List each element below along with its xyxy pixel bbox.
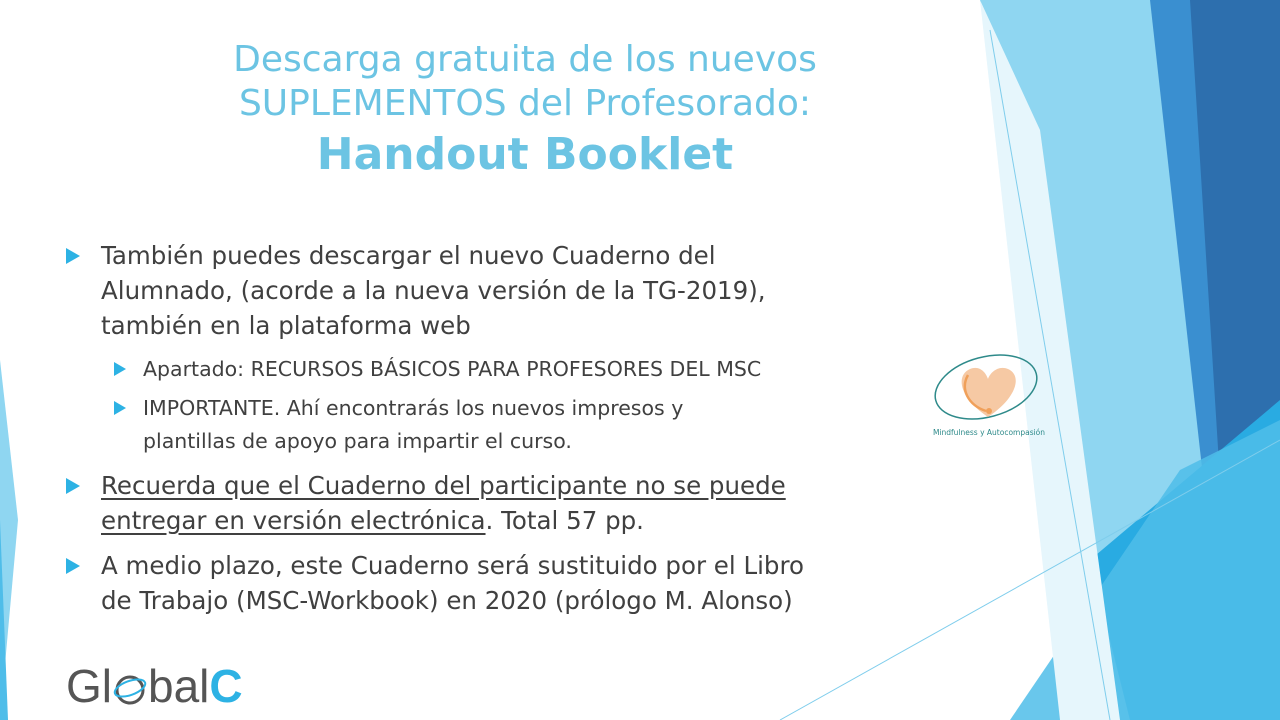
bullet-arrow-icon — [66, 478, 80, 494]
bullet-text: A medio plazo, este Cuaderno será sustituido por el Libro — [101, 551, 804, 580]
bullet-arrow-icon — [114, 401, 126, 415]
bullet-text: Alumnado, (acorde a la nueva versión de la TG-2019), — [101, 276, 766, 305]
slide-title — [130, 38, 920, 184]
sub-bullet-item — [66, 353, 946, 386]
orbit-dot — [986, 408, 992, 414]
bullet-arrow-icon — [114, 362, 126, 376]
bullet-item — [66, 238, 946, 343]
bullet-text: . Total 57 pp. — [485, 506, 644, 535]
bullet-text: También puedes descargar el nuevo Cuaderno del — [101, 241, 716, 270]
title-line-1: Descarga gratuita de los nuevos — [233, 39, 817, 80]
bullet-item — [66, 468, 946, 538]
title-line-2: SUPLEMENTOS del Profesorado: — [238, 83, 812, 124]
bullet-item — [66, 548, 946, 618]
logo-text-suffix: C — [209, 660, 243, 712]
msc-logo-caption: Mindfulness y Autocompasión — [932, 428, 1046, 437]
globe-o-icon — [113, 672, 147, 706]
bullet-arrow-icon — [66, 558, 80, 574]
sub-bullet-text: Apartado: RECURSOS BÁSICOS PARA PROFESORES DEL MSC — [143, 357, 762, 381]
logo-text-middle: bal — [148, 660, 210, 712]
sub-bullet-text: plantillas de apoyo para impartir el curso. — [143, 429, 572, 453]
bullet-list — [66, 238, 946, 628]
globalc-logo — [66, 660, 243, 712]
title-line-3: Handout Booklet — [316, 129, 734, 180]
underlined-text: entregar en versión electrónica — [101, 506, 486, 535]
sub-bullet-item — [66, 392, 946, 458]
bullet-text: de Trabajo (MSC-Workbook) en 2020 (prólogo M. Alonso) — [101, 586, 793, 615]
bullet-text: también en la plataforma web — [101, 311, 471, 340]
underlined-text: Recuerda que el Cuaderno del participante no se puede — [101, 471, 786, 500]
logo-text-prefix: Gl — [66, 660, 112, 712]
bullet-arrow-icon — [66, 248, 80, 264]
sub-bullet-text: IMPORTANTE. Ahí encontrarás los nuevos impresos y — [143, 396, 684, 420]
